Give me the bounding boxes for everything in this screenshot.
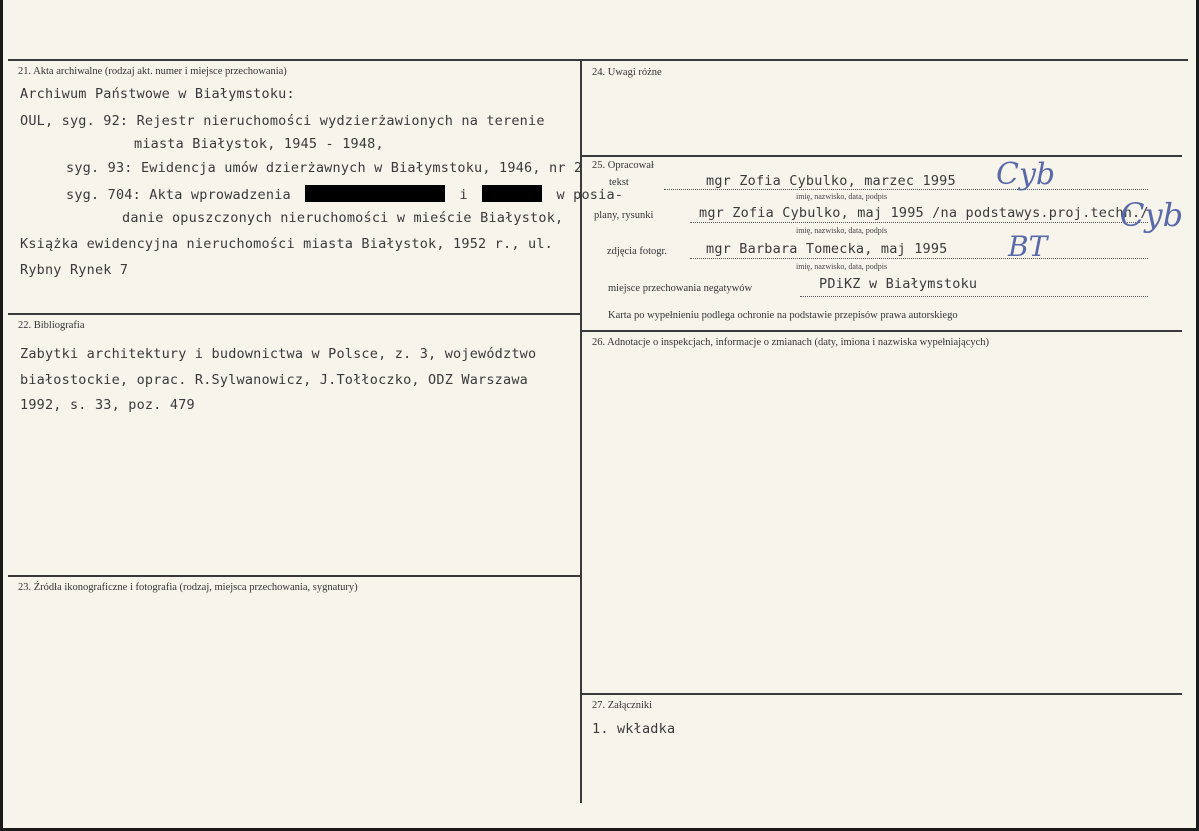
copyright-note: Karta po wypełnieniu podlega ochronie na podstawie przepisów prawa autorskiego bbox=[608, 310, 958, 321]
rule-25-26 bbox=[582, 330, 1182, 332]
archive-name: Archiwum Państwowe w Białymstoku: bbox=[20, 86, 295, 102]
redaction-block-1 bbox=[305, 185, 445, 202]
signature-cybulko-2: Cyb bbox=[1120, 196, 1184, 234]
archive-entry-92: OUL, syg. 92: Rejestr nieruchomości wydzierżawionych na terenie bbox=[20, 113, 545, 129]
plany-label: plany, rysunki bbox=[594, 210, 654, 221]
top-rule bbox=[8, 59, 1188, 61]
plany-value: mgr Zofia Cybulko, maj 1995 /na podstawys.proj.techn./ bbox=[699, 205, 1149, 221]
rule-22-23 bbox=[8, 575, 580, 577]
section-27-header: 27. Załączniki bbox=[592, 700, 653, 711]
redaction-block-2 bbox=[482, 185, 542, 202]
scan-edge-left bbox=[0, 0, 3, 831]
archive-book-entry: Książka ewidencyjna nieruchomości miasta Białystok, 1952 r., ul. bbox=[20, 236, 553, 252]
plany-caption: imię, nazwisko, data, podpis bbox=[796, 226, 888, 235]
archive-entry-93: syg. 93: Ewidencja umów dzierżawnych w Białymstoku, 1946, nr 2 bbox=[66, 160, 583, 176]
bibliography-line-2: białostockie, oprac. R.Sylwanowicz, J.Tołłoczko, ODZ Warszawa bbox=[20, 372, 528, 388]
archive-entry-704-cont: danie opuszczonych nieruchomości w mieście Białystok, bbox=[122, 210, 564, 226]
zdjecia-value: mgr Barbara Tomecka, maj 1995 bbox=[706, 241, 948, 257]
bibliography-line-3: 1992, s. 33, poz. 479 bbox=[20, 397, 195, 413]
section-24-header: 24. Uwagi różne bbox=[592, 67, 662, 78]
zdjecia-caption: imię, nazwisko, data, podpis bbox=[796, 262, 888, 271]
zdjecia-label: zdjęcia fotogr. bbox=[607, 246, 668, 257]
section-21-header: 21. Akta archiwalne (rodzaj akt. numer i miejsce przechowania) bbox=[18, 66, 287, 77]
rule-24-25 bbox=[582, 155, 1182, 157]
section-26-header: 26. Adnotacje o inspekcjach, informacje o zmianach (daty, imiona i nazwiska wypełniających) bbox=[592, 337, 990, 348]
archive-entry-704-mid: i bbox=[459, 187, 468, 203]
archive-entry-704-end: w posia- bbox=[556, 187, 624, 203]
zdjecia-line bbox=[690, 258, 1148, 259]
archive-entry-704-start: syg. 704: Akta wprowadzenia bbox=[66, 187, 291, 203]
tekst-line bbox=[664, 189, 1148, 190]
plany-line bbox=[690, 222, 1148, 223]
section-25-header: 25. Opracował bbox=[592, 160, 654, 171]
rule-21-22 bbox=[8, 313, 580, 315]
rule-26-27 bbox=[582, 693, 1182, 695]
section-22-header: 22. Bibliografia bbox=[18, 320, 85, 331]
archive-entry-92-cont: miasta Białystok, 1945 - 1948, bbox=[134, 136, 384, 152]
tekst-caption: imię, nazwisko, data, podpis bbox=[796, 192, 888, 201]
tekst-label: tekst bbox=[609, 177, 629, 188]
bibliography-line-1: Zabytki architektury i budownictwa w Polsce, z. 3, województwo bbox=[20, 346, 537, 362]
negatyw-line bbox=[800, 296, 1148, 297]
signature-cybulko-1: Cyb bbox=[996, 157, 1056, 192]
archive-entry-704 bbox=[66, 185, 623, 203]
negatyw-value: PDiKZ w Białymstoku bbox=[819, 276, 978, 292]
tekst-value: mgr Zofia Cybulko, marzec 1995 bbox=[706, 173, 956, 189]
section-23-header: 23. Źródła ikonograficzne i fotografia (rodzaj, miejsca przechowania, sygnatury) bbox=[18, 582, 358, 593]
negatyw-label: miejsce przechowania negatywów bbox=[608, 283, 753, 294]
archive-book-entry-cont: Rybny Rynek 7 bbox=[20, 262, 129, 278]
signature-tomecka: BT bbox=[1008, 230, 1048, 263]
attachment-item-1: 1. wkładka bbox=[592, 721, 676, 737]
